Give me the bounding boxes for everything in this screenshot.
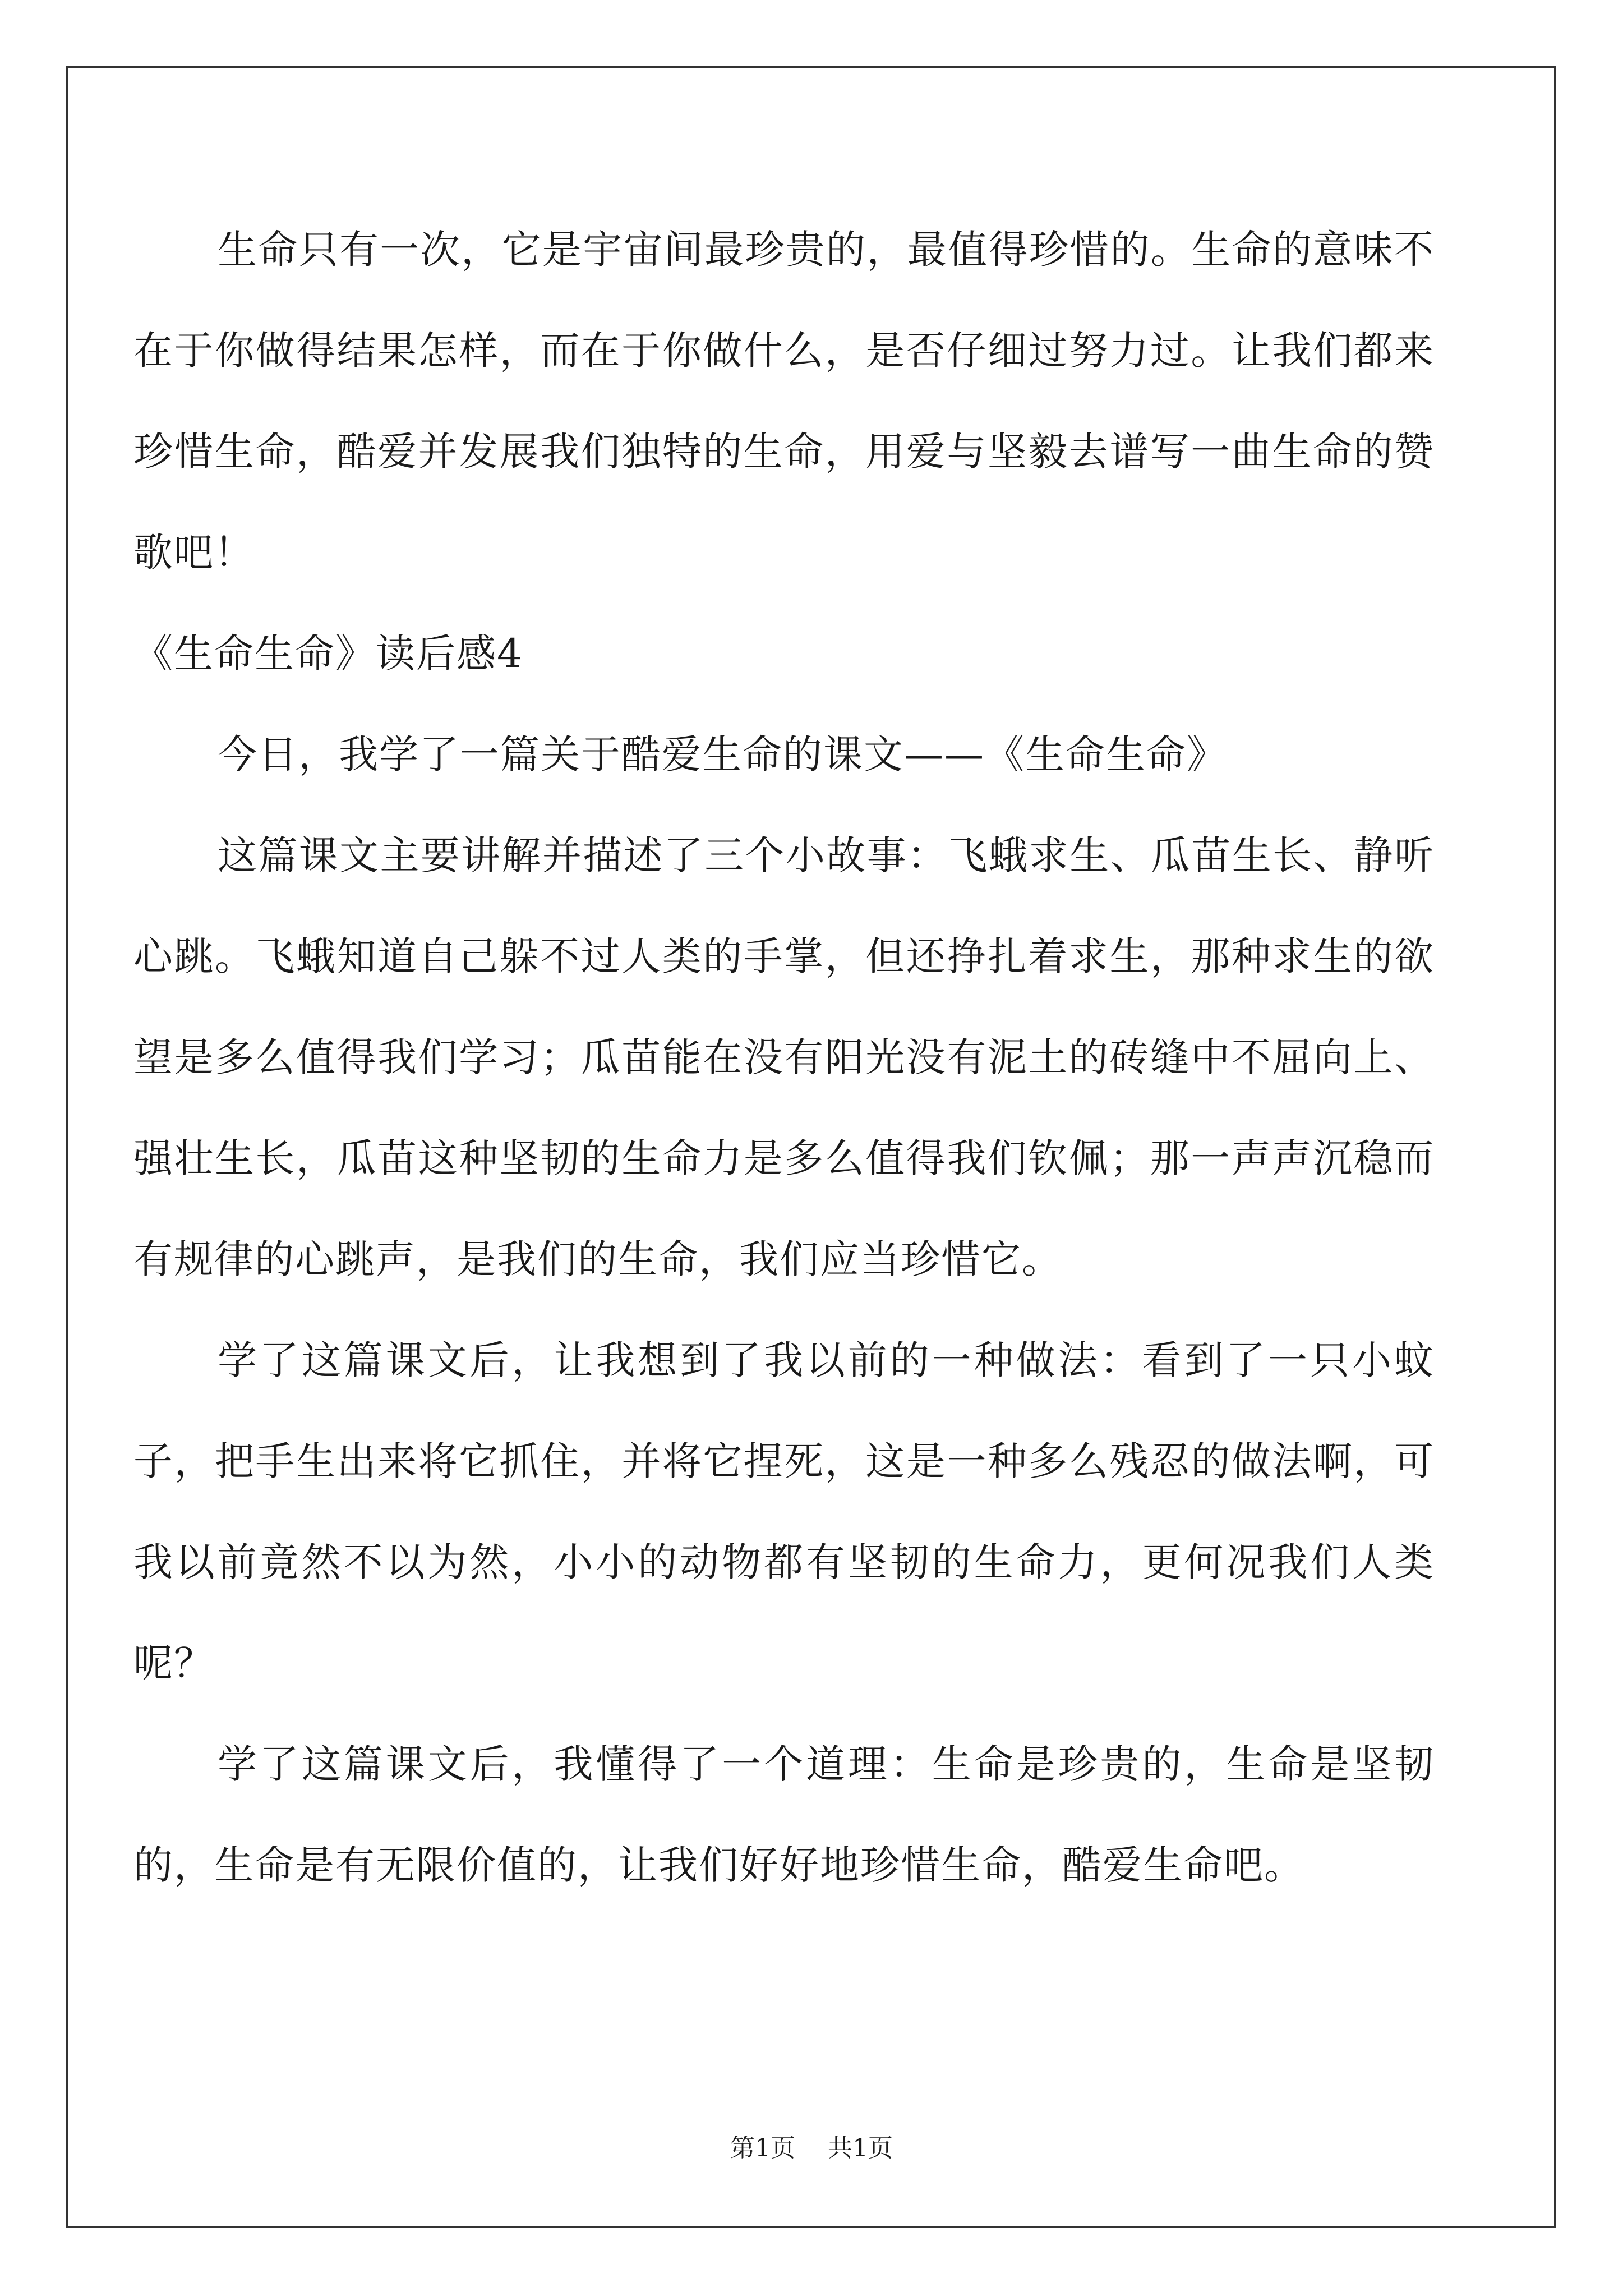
- paragraph-4: 学了这篇课文后，让我想到了我以前的一种做法：看到了一只小蚊子，把手生出来将它抓住，并将它捏死，这是一种多么残忍的做法啊，可我以前竟然不以为然，小小的动物都有坚韧的生命力，更何况我们人类呢？: [133, 1337, 1435, 1686]
- page-number-current: 第1页: [730, 2134, 795, 2162]
- paragraph-2: 今日，我学了一篇关于酷爱生命的课文——《生命生命》: [218, 731, 1227, 777]
- page-number-total: 共1页: [828, 2134, 893, 2162]
- paragraph-3: 这篇课文主要讲解并描述了三个小故事：飞蛾求生、瓜苗生长、静听心跳。飞蛾知道自己躲不过人类的手掌，但还挣扎着求生，那种求生的欲望是多么值得我们学习；瓜苗能在没有阳光没有泥土的砖缝中不屈向上、强壮生长，瓜苗这种坚韧的生命力是多么值得我们钦佩；那一声声沉稳而有规律的心跳声，是我们的生命，我们应当珍惜它。: [133, 832, 1435, 1282]
- section-heading: 《生命生命》读后感4: [133, 631, 523, 677]
- paragraph-1: 生命只有一次，它是宇宙间最珍贵的，最值得珍惜的。生命的意味不在于你做得结果怎样，而在于你做什么，是否仔细过努力过。让我们都来珍惜生命，酷爱并发展我们独特的生命，用爱与坚毅去谱写一曲生命的赞歌吧！: [133, 227, 1435, 576]
- paragraph-5: 学了这篇课文后，我懂得了一个道理：生命是珍贵的，生命是坚韧的，生命是有无限价值的，让我们好好地珍惜生命，酷爱生命吧。: [133, 1741, 1435, 1888]
- document-body: [133, 199, 1435, 1916]
- page-footer: [0, 2132, 1623, 2165]
